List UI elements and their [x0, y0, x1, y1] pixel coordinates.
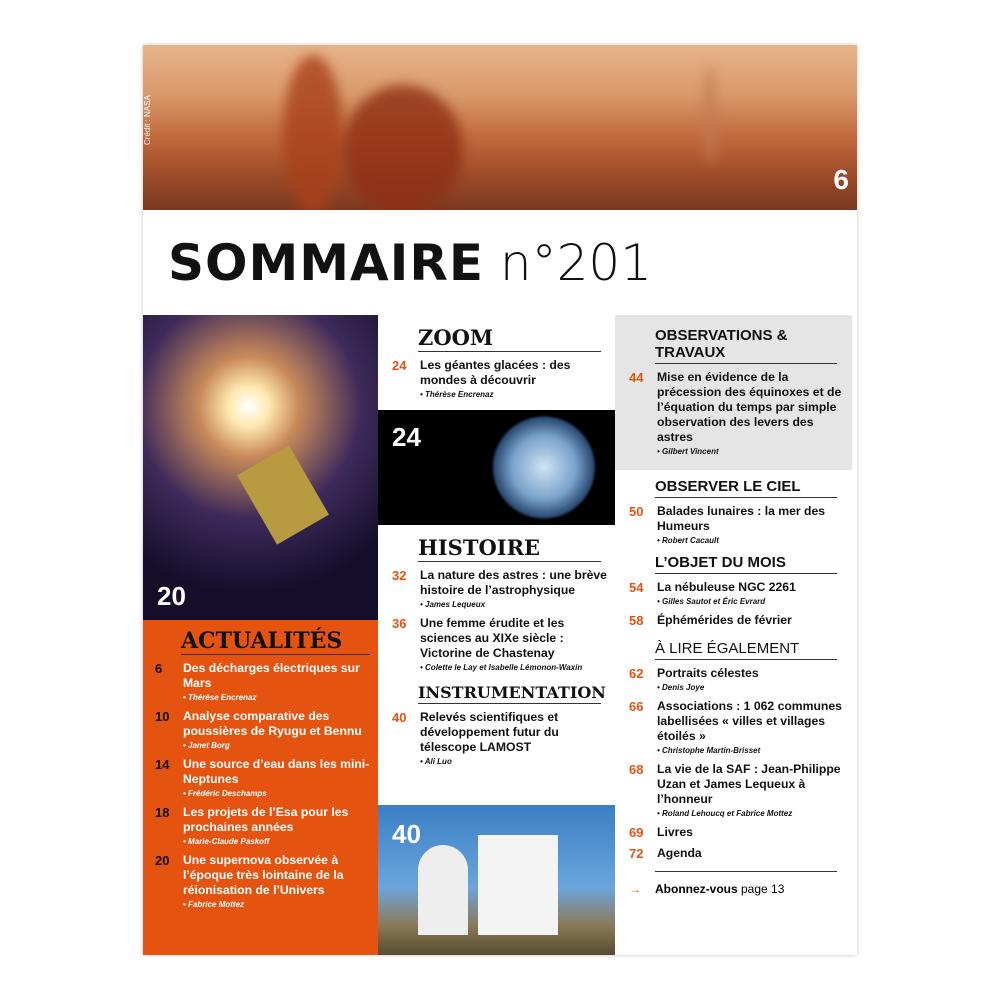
- toc-entry[interactable]: [392, 710, 607, 767]
- article-title: Éphémérides de février: [657, 613, 792, 627]
- article-title: Balades lunaires : la mer des Humeurs: [657, 504, 825, 533]
- hero-page-number: 6: [833, 164, 849, 195]
- toc-entry[interactable]: [392, 568, 607, 610]
- section-heading: HISTOIRE: [418, 535, 601, 562]
- column-right: [615, 315, 857, 955]
- toc-entry[interactable]: [629, 846, 849, 861]
- telescope-image: [378, 805, 615, 955]
- page-number: 24: [392, 358, 407, 373]
- toc-entry[interactable]: [629, 666, 849, 693]
- author: • Thérèse Encrenaz: [420, 390, 494, 399]
- author: • James Lequeux: [420, 600, 486, 609]
- author: • Frédéric Deschamps: [183, 789, 267, 798]
- divider: [655, 871, 837, 872]
- toc-entry[interactable]: [629, 699, 849, 756]
- actualites-list: [143, 655, 378, 910]
- planet-image: [378, 410, 615, 525]
- article-title: Une femme érudite et les sciences au XIXe siècle : Victorine de Chastenay: [420, 616, 565, 660]
- page-number: 40: [392, 710, 407, 725]
- toc-entry[interactable]: [155, 661, 370, 703]
- ciel-list: [615, 498, 857, 546]
- page-number: 66: [629, 699, 644, 714]
- section-heading: À LIRE ÉGALEMENT: [655, 640, 837, 660]
- image-page-number: 24: [392, 422, 421, 452]
- section-heading: INSTRUMENTATION: [418, 683, 606, 702]
- author: • Fabrice Mottez: [183, 900, 245, 909]
- page-number: 58: [629, 613, 644, 628]
- title-main: SOMMAIRE: [168, 234, 484, 292]
- page-number: 72: [629, 846, 644, 861]
- page-number: 54: [629, 580, 644, 595]
- toc-entry[interactable]: [155, 853, 370, 910]
- page-number: 36: [392, 616, 407, 631]
- toc-entry[interactable]: [629, 504, 849, 546]
- author: • Marie-Claude Paskoff: [183, 837, 270, 846]
- article-title: Mise en évidence de la précession des équinoxes et de l’équation du temps par simple observation des levers des astres: [657, 370, 842, 444]
- image-page-number: 40: [392, 819, 421, 849]
- section-heading: OBSERVER LE CIEL: [655, 478, 837, 498]
- toc-entry[interactable]: [392, 616, 607, 673]
- instrumentation-list: [378, 704, 615, 767]
- author: • Gilbert Vincent: [657, 447, 719, 456]
- toc-entry[interactable]: [155, 805, 370, 847]
- article-title: Associations : 1 062 communes labellisées « villes et villages étoilés »: [657, 699, 842, 743]
- lire-list: [615, 660, 857, 861]
- page-number: 6: [155, 661, 163, 676]
- author: • Roland Lehoucq et Fabrice Mottez: [657, 809, 793, 818]
- article-title: Livres: [657, 825, 693, 839]
- toc-entry[interactable]: [155, 757, 370, 799]
- magazine-page: [143, 45, 857, 955]
- page-number: 62: [629, 666, 644, 681]
- subscribe-page: page 13: [737, 882, 785, 896]
- toc-entry[interactable]: [392, 358, 607, 400]
- toc-entry[interactable]: [629, 580, 849, 607]
- author: • Robert Cacault: [657, 536, 719, 545]
- page-number: 68: [629, 762, 644, 777]
- page-number: 10: [155, 709, 170, 724]
- page-number: 50: [629, 504, 644, 519]
- author: • Colette le Lay et Isabelle Lémonon-Waxin: [420, 663, 583, 672]
- toc-entry[interactable]: [155, 709, 370, 751]
- page-number: 32: [392, 568, 407, 583]
- histoire-list: [378, 562, 615, 673]
- page-number: 14: [155, 757, 170, 772]
- article-title: La nébuleuse NGC 2261: [657, 580, 796, 594]
- article-title: Une supernova observée à l’époque très lointaine de la réionisation de l’Univers: [183, 853, 344, 897]
- observations-list: [615, 370, 852, 457]
- article-title: La vie de la SAF : Jean-Philippe Uzan et James Lequeux à l’honneur: [657, 762, 841, 806]
- page-number: 69: [629, 825, 644, 840]
- section-heading: L’OBJET DU MOIS: [655, 554, 837, 574]
- objet-list: [615, 574, 857, 628]
- hero-image-mars-dust-devil: [143, 45, 857, 210]
- page-number: 20: [155, 853, 170, 868]
- author: • Gilles Sautot et Éric Evrard: [657, 597, 766, 606]
- article-title: Relevés scientifiques et développement futur du télescope LAMOST: [420, 710, 559, 754]
- subscribe-label: Abonnez-vous: [655, 882, 738, 896]
- author: • Christophe Martin-Brisset: [657, 746, 761, 755]
- satellite-image: [143, 315, 378, 620]
- toc-entry[interactable]: [629, 613, 849, 628]
- toc-entry[interactable]: [629, 762, 849, 819]
- article-title: Les géantes glacées : des mondes à découvrir: [420, 358, 571, 387]
- author: • Janet Borg: [183, 741, 230, 750]
- article-title: Analyse comparative des poussières de Ryugu et Bennu: [183, 709, 362, 738]
- arrow-right-icon: →: [629, 882, 641, 896]
- author: • Ali Luo: [420, 757, 452, 766]
- article-title: Une source d’eau dans les mini-Neptunes: [183, 757, 370, 786]
- page-title: [168, 234, 653, 292]
- toc-entry[interactable]: [629, 825, 849, 840]
- section-heading: OBSERVATIONS & TRAVAUX: [655, 327, 837, 364]
- zoom-list: [378, 352, 615, 400]
- section-heading: ACTUALITÉS: [181, 628, 370, 655]
- page-number: 18: [155, 805, 170, 820]
- section-heading: ZOOM: [418, 325, 601, 352]
- photo-credit: Crédit : NASA: [143, 95, 152, 145]
- article-title: Les projets de l’Esa pour les prochaines années: [183, 805, 349, 834]
- image-page-number: 20: [157, 581, 186, 611]
- article-title: La nature des astres : une brève histoire de l’astrophysique: [420, 568, 607, 597]
- page-number: 44: [629, 370, 644, 385]
- observations-box: [615, 315, 852, 470]
- author: • Denis Joye: [657, 683, 705, 692]
- article-title: Portraits célestes: [657, 666, 759, 680]
- column-middle: [378, 315, 615, 955]
- column-actualites: [143, 315, 378, 955]
- subscribe-link[interactable]: [629, 882, 857, 896]
- toc-entry[interactable]: [629, 370, 844, 457]
- article-title: Agenda: [657, 846, 702, 860]
- article-title: Des décharges électriques sur Mars: [183, 661, 360, 690]
- issue-number: n°201: [499, 234, 653, 292]
- author: • Thérèse Encrenaz: [183, 693, 257, 702]
